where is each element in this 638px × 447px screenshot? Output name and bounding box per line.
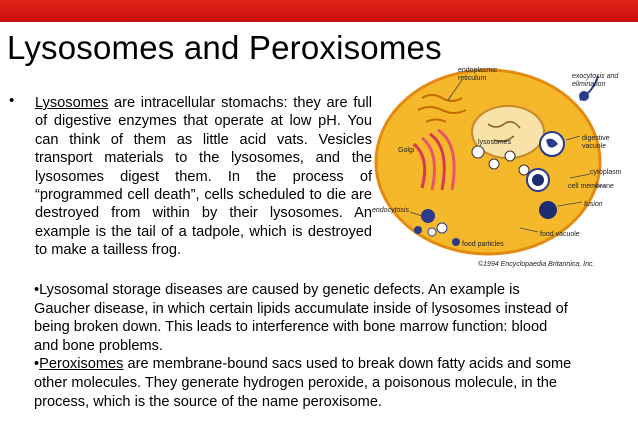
lysosome-description: are intracellular stomachs: they are full of digestive enzymes that operate at low pH. You can think of them as little acid vats. Vesicles transport materials to the lysosomes, and the lysosomes digest them. In the process of “programmed cell death”, cells scheduled to die are destroyed from within by their lysosomes. An example is the tail of a tadpole, which is destroyed to make a tailless frog. bbox=[35, 95, 372, 259]
para2-line: and bone problems. bbox=[34, 337, 163, 354]
lysosome-paragraph bbox=[35, 94, 372, 260]
label-exo-1: exocytosis and bbox=[572, 73, 619, 80]
label-cytoplasm: cytoplasm bbox=[590, 169, 622, 176]
peroxisomes-term: Peroxisomes bbox=[39, 356, 124, 373]
fusion-shape bbox=[539, 201, 557, 219]
bullet-marker: • bbox=[9, 92, 15, 109]
label-digestive-2: vacuole bbox=[582, 143, 607, 150]
lysosome-dot bbox=[505, 151, 515, 161]
label-er-2: reticulum bbox=[458, 75, 487, 82]
label-er-1: endoplasmic bbox=[458, 67, 498, 74]
label-golgi: Golgi bbox=[398, 147, 415, 154]
label-fusion: fusion bbox=[584, 201, 603, 208]
label-cell-membrane: cell membrane bbox=[568, 183, 614, 190]
para2-line: other molecules. They generate hydrogen peroxide, a poisonous molecule, in the bbox=[34, 374, 558, 391]
bullet-marker-2: • bbox=[34, 356, 40, 373]
cell-body bbox=[376, 70, 600, 254]
label-food-vacuole: food vacuole bbox=[540, 231, 580, 238]
label-copyright: ©1994 Encyclopaedia Britannica, Inc. bbox=[478, 261, 595, 268]
lysosomes-term: Lysosomes bbox=[35, 95, 109, 111]
disease-peroxisome-paragraph bbox=[34, 281, 628, 411]
para2-line: process, which is the source of the name peroxisome. bbox=[34, 393, 382, 410]
peroxisome-line bbox=[34, 355, 628, 374]
lysosome-dot bbox=[489, 159, 499, 169]
lysosome-dot bbox=[519, 165, 529, 175]
label-lysosomes: lysosomes bbox=[478, 139, 512, 146]
cell-diagram bbox=[370, 60, 636, 270]
para2-line: Gaucher disease, in which certain lipids accumulate inside of lysosomes instead of bbox=[34, 300, 568, 317]
slide-title: Lysosomes and Peroxisomes bbox=[7, 29, 442, 66]
para2-line: being broken down. This leads to interference with bone marrow function: blood bbox=[34, 319, 548, 336]
label-exo-2: elimination bbox=[572, 81, 606, 88]
para2-line: •Lysosomal storage diseases are caused by genetic defects. An example is bbox=[34, 282, 520, 298]
label-digestive-1: digestive bbox=[582, 135, 610, 142]
top-red-bar bbox=[0, 0, 638, 22]
peroxisome-text: are membrane-bound sacs used to break down fatty acids and some bbox=[123, 356, 572, 373]
lysosome-dot bbox=[472, 146, 484, 158]
label-endocytosis: endocytosis bbox=[372, 207, 409, 214]
label-food-particles: food particles bbox=[462, 241, 504, 248]
food-vacuole-shape bbox=[421, 209, 435, 223]
